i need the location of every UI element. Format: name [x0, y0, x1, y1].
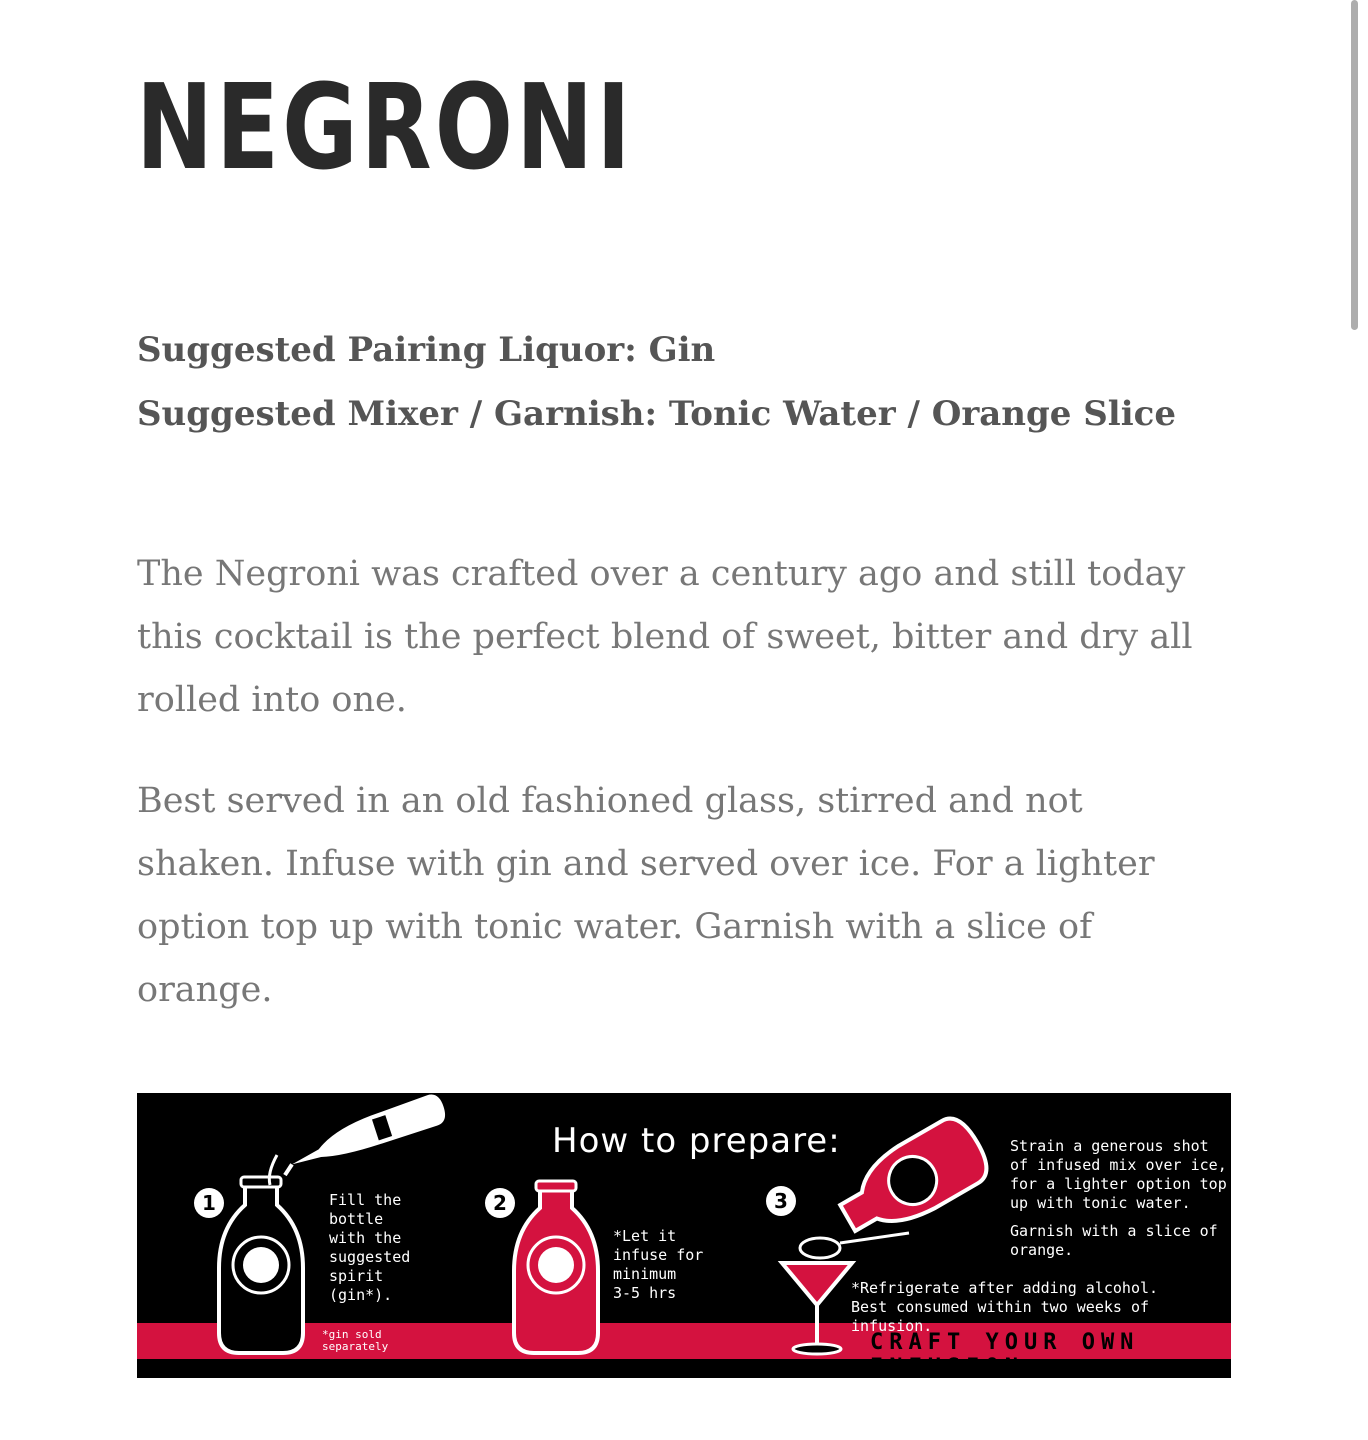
mixer-garnish: Suggested Mixer / Garnish: Tonic Water / Orange Slice: [137, 394, 1176, 434]
pouring-bottle-icon: [275, 1093, 448, 1175]
description-paragraph-2: Best served in an old fashioned glass, stirred and not shaken. Infuse with gin and served over ice. For a lighter option top up with tonic water. Garnish with a slice of orange.: [137, 781, 1155, 1010]
page-title: NEGRONI: [136, 58, 634, 196]
step-1-number: 1: [194, 1188, 224, 1218]
step-2-number: 2: [485, 1188, 515, 1218]
step-2-text: *Let it infuse for minimum 3-5 hrs: [613, 1227, 704, 1302]
strainer-icon: [800, 1233, 909, 1258]
bottle-icon-step3: [829, 1111, 995, 1248]
bottle-icon-step2: [514, 1181, 598, 1353]
how-to-prepare-banner: [137, 1093, 1231, 1378]
step-1-footnote: *gin sold separately: [322, 1328, 389, 1353]
description-paragraph-1: The Negroni was crafted over a century ago and still today this cocktail is the perfect blend of sweet, bitter and dry all rolled into one.: [137, 554, 1193, 720]
pairing-liquor: Suggested Pairing Liquor: Gin: [137, 330, 716, 370]
step-3-garnish: Garnish with a slice of orange.: [1010, 1222, 1218, 1259]
step-1-text: Fill the bottle with the suggested spirit (gin*).: [329, 1191, 411, 1304]
bottle-icon-step1: [219, 1177, 303, 1353]
step-3-text: Strain a generous shot of infused mix over ice, for a lighter option top up with tonic water.: [1010, 1137, 1227, 1212]
page-scrollbar[interactable]: [1351, 0, 1358, 330]
how-to-prepare-heading: How to prepare:: [552, 1121, 841, 1161]
craft-tagline: CRAFT YOUR OWN INFUSION: [870, 1330, 1140, 1378]
pairing-info: [137, 318, 1176, 446]
refrigerate-note: *Refrigerate after adding alcohol. Best consumed within two weeks of infusion.: [851, 1279, 1159, 1335]
step-3-number: 3: [766, 1186, 796, 1216]
